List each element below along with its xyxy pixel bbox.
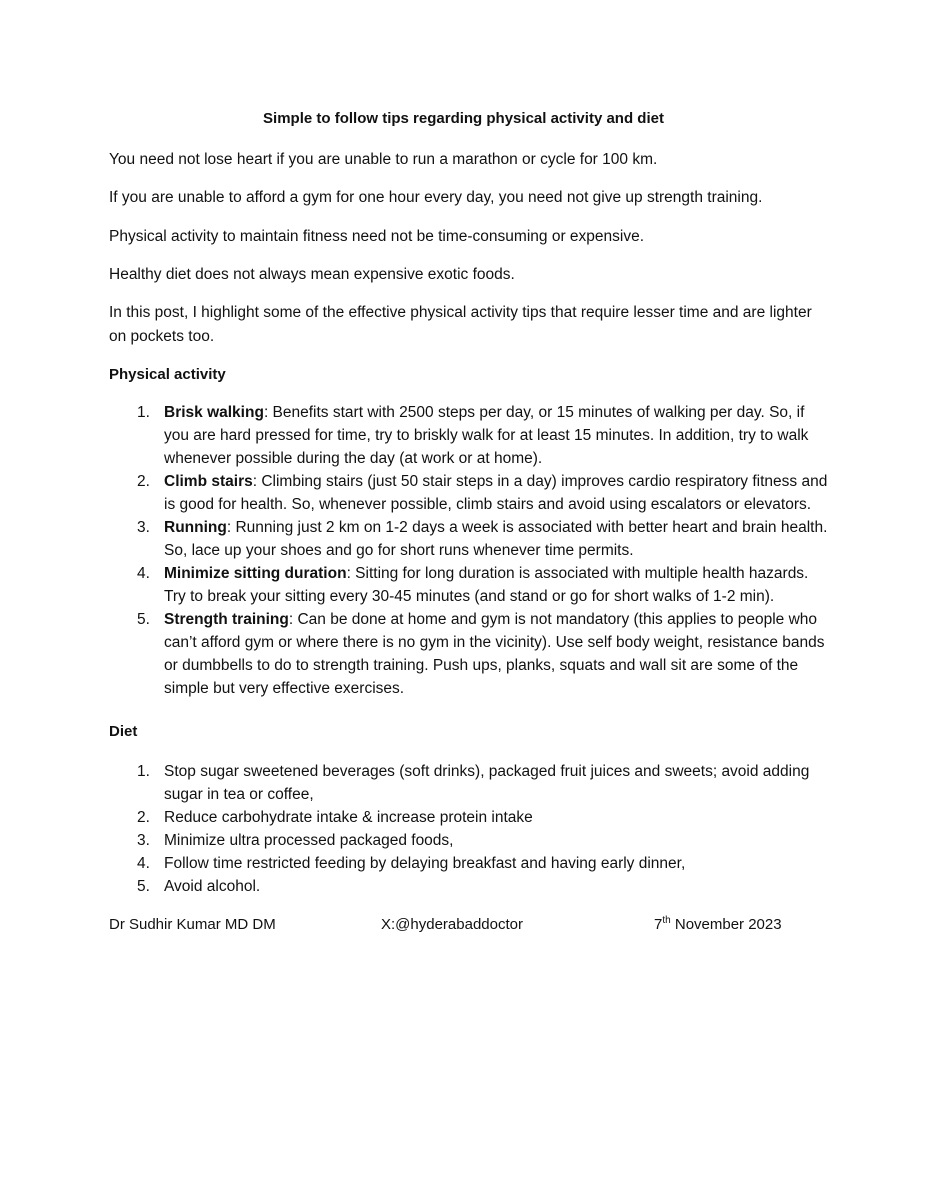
list-item-text: Reduce carbohydrate intake & increase protein intake	[164, 809, 533, 826]
list-item-number: 2.	[137, 809, 150, 826]
list-item-number: 4.	[137, 565, 150, 582]
list-item-text: : Can be done at home and gym is not mandatory (this applies to people who can’t afford gym or where there is no gym in the vicinity). Use self body weight, resistance bands or dumbbells to do to strength training. Push ups, planks, squats and wall sit are some of the simple but very effective exercises.	[164, 611, 825, 697]
diet-heading: Diet	[109, 723, 138, 740]
diet-list	[109, 760, 829, 898]
date-rest: November 2023	[670, 916, 782, 933]
list-item-number: 5.	[137, 878, 150, 895]
list-item-number: 3.	[137, 832, 150, 849]
list-item-text: : Climbing stairs (just 50 stair steps in a day) improves cardio respiratory fitness and is good for health. So, whenever possible, climb stairs and avoid using escalators or elevators.	[164, 473, 828, 513]
intro-paragraph-1: You need not lose heart if you are unable to run a marathon or cycle for 100 km.	[109, 151, 658, 168]
date-day: 7	[654, 916, 663, 933]
list-item-text: Stop sugar sweetened beverages (soft drinks), packaged fruit juices and sweets; avoid adding sugar in tea or coffee,	[164, 763, 810, 803]
list-item	[109, 470, 829, 516]
list-item-title: Minimize sitting duration	[164, 565, 347, 582]
social-handle: X:@hyderabaddoctor	[381, 916, 523, 933]
date-suffix: th	[662, 915, 671, 926]
list-item-number: 3.	[137, 519, 150, 536]
intro-paragraph-3: Physical activity to maintain fitness need not be time-consuming or expensive.	[109, 228, 645, 245]
list-item-title: Brisk walking	[164, 404, 264, 421]
list-item-text: : Running just 2 km on 1-2 days a week is associated with better heart and brain health. So, lace up your shoes and go for short runs whenever time permits.	[164, 519, 828, 559]
list-item	[109, 562, 829, 608]
list-item	[109, 608, 829, 700]
list-item-text: Follow time restricted feeding by delaying breakfast and having early dinner,	[164, 855, 686, 872]
list-item	[109, 760, 829, 806]
list-item-number: 2.	[137, 473, 150, 490]
page-title: Simple to follow tips regarding physical activity and diet	[263, 110, 664, 127]
list-item-title: Strength training	[164, 611, 289, 628]
list-item-text: Minimize ultra processed packaged foods,	[164, 832, 454, 849]
list-item	[109, 829, 829, 852]
list-item	[109, 852, 829, 875]
list-item	[109, 875, 829, 898]
list-item	[109, 516, 829, 562]
intro-paragraph-4: Healthy diet does not always mean expensive exotic foods.	[109, 266, 515, 283]
intro-paragraph-2: If you are unable to afford a gym for one hour every day, you need not give up strength training.	[109, 189, 763, 206]
author-name: Dr Sudhir Kumar MD DM	[109, 916, 276, 933]
list-item-number: 1.	[137, 763, 150, 780]
intro-paragraph-5: In this post, I highlight some of the effective physical activity tips that require lesser time and are lighter on pockets too.	[109, 304, 812, 345]
list-item	[109, 806, 829, 829]
list-item-title: Running	[164, 519, 227, 536]
physical-activity-list	[109, 401, 829, 700]
list-item-number: 5.	[137, 611, 150, 628]
list-item-text: : Sitting for long duration is associated with multiple health hazards. Try to break your sitting every 30-45 minutes (and stand or go for short walks of 1-2 min).	[164, 565, 809, 605]
list-item	[109, 401, 829, 470]
physical-activity-heading: Physical activity	[109, 366, 226, 383]
list-item-text: : Benefits start with 2500 steps per day, or 15 minutes of walking per day. So, if you are hard pressed for time, try to briskly walk for at least 15 minutes. In addition, try to walk whenever possible during the day (at work or at home).	[164, 404, 809, 467]
document-date	[654, 916, 782, 933]
list-item-number: 1.	[137, 404, 150, 421]
list-item-title: Climb stairs	[164, 473, 253, 490]
document-footer	[109, 916, 829, 940]
list-item-text: Avoid alcohol.	[164, 878, 261, 895]
list-item-number: 4.	[137, 855, 150, 872]
